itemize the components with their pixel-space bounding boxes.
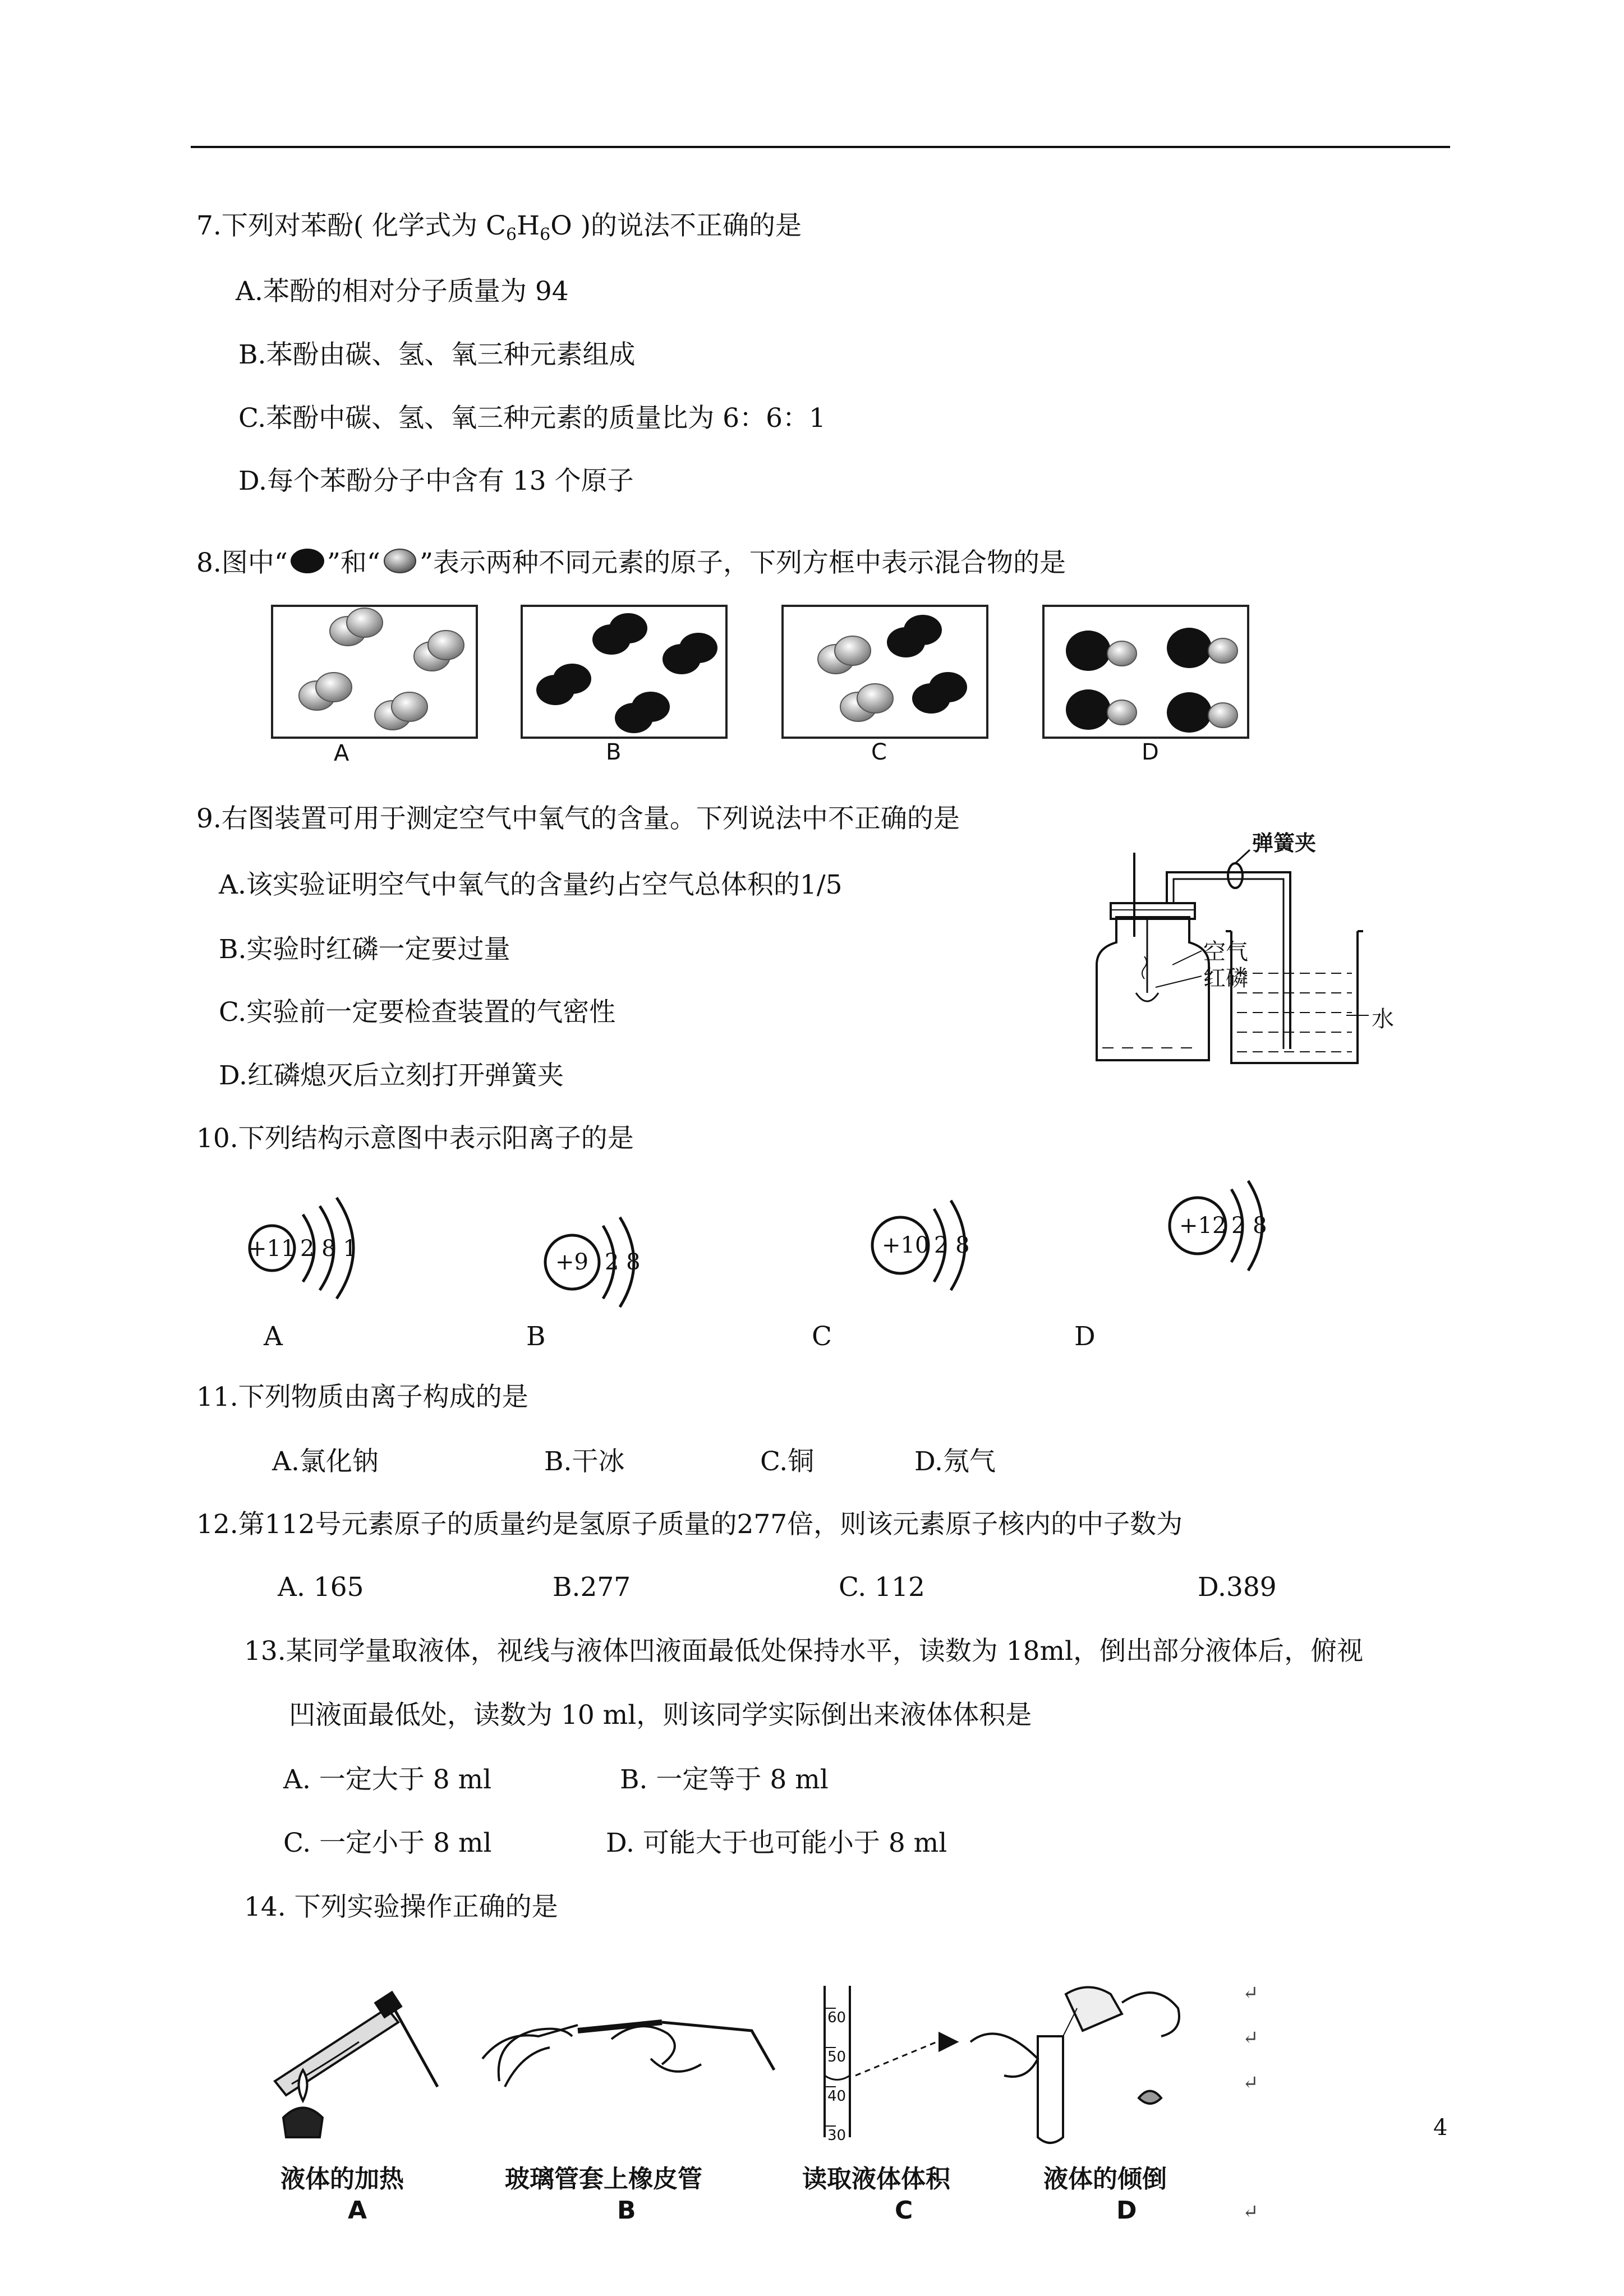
atom-label-a: A: [264, 1321, 283, 1352]
atom-a-electrons: 2 8 1: [300, 1236, 357, 1262]
q12-option-b: B.277: [553, 1572, 631, 1603]
q13-option-d: D. 可能大于也可能小于 8 ml: [606, 1828, 947, 1858]
q9-stem: 9.右图装置可用于测定空气中氧气的含量。下列说法中不正确的是: [196, 803, 960, 834]
letter-b: B: [617, 2196, 636, 2225]
black-atom-icon: [288, 547, 327, 575]
atom-c-nucleus: +10: [882, 1232, 930, 1258]
air-label: 空气: [1203, 939, 1248, 965]
caption-a: 液体的加热: [280, 2165, 404, 2193]
atom-label-c: C: [812, 1321, 832, 1352]
q9-option-d: D.红磷熄灭后立刻打开弹簧夹: [219, 1060, 564, 1091]
tick-30: 30: [827, 2127, 846, 2144]
q13-option-a: A. 一定大于 8 ml: [283, 1764, 492, 1795]
letter-d: D: [1116, 2196, 1137, 2225]
q7-option-b: B.苯酚由碳、氢、氧三种元素组成: [238, 339, 636, 370]
q10-stem: 10.下列结构示意图中表示阳离子的是: [196, 1123, 634, 1154]
letter-a: A: [348, 2196, 367, 2225]
tick-60: 60: [827, 2009, 846, 2026]
q13-option-c: C. 一定小于 8 ml: [283, 1828, 492, 1858]
q13-option-b: B. 一定等于 8 ml: [620, 1764, 829, 1795]
q8-label-c: C: [871, 739, 887, 765]
q7-option-a: A.苯酚的相对分子质量为 94: [236, 276, 569, 307]
atom-label-d: D: [1074, 1321, 1096, 1352]
letter-c: C: [895, 2196, 913, 2225]
q8-label-b: B: [606, 739, 622, 765]
q8-label-d: D: [1142, 739, 1159, 765]
q11-option-c: C.铜: [760, 1446, 815, 1477]
water-label: 水: [1372, 1006, 1394, 1032]
q7-option-d: D.每个苯酚分子中含有 13 个原子: [238, 466, 634, 496]
gray-atom-icon: [380, 547, 420, 575]
q11-option-d: D.氖气: [914, 1446, 996, 1477]
q8-label-a: A: [334, 740, 349, 766]
q11-option-a: A.氯化钠: [272, 1446, 379, 1477]
caption-b: 玻璃管套上橡皮管: [505, 2165, 702, 2193]
lab-operations-figure: [258, 1969, 1268, 2160]
red-phosphorus-label: 红磷: [1203, 965, 1248, 991]
tick-50: 50: [827, 2049, 846, 2065]
q13-stem-line1: 13.某同学量取液体，视线与液体凹液面最低处保持水平，读数为 18ml，倒出部分液体后，俯视: [244, 1636, 1364, 1667]
q12-option-a: A. 165: [278, 1572, 364, 1603]
q11-option-b: B.干冰: [544, 1446, 625, 1477]
q11-stem: 11.下列物质由离子构成的是: [196, 1382, 528, 1412]
spring-clip-label: 弹簧夹: [1252, 831, 1317, 855]
q9-option-c: C.实验前一定要检查装置的气密性: [219, 997, 616, 1028]
atom-b-electrons: 2 8: [605, 1249, 641, 1275]
caption-d: 液体的倾倒: [1043, 2165, 1167, 2193]
page-number: 4: [1433, 2115, 1448, 2141]
atom-c-electrons: 2 8: [934, 1232, 970, 1258]
atom-label-b: B: [526, 1321, 546, 1352]
q9-option-a: A.该实验证明空气中氧气的含量约占空气总体积的1/5: [219, 869, 843, 900]
q12-option-d: D.389: [1198, 1572, 1277, 1603]
q14-stem: 14. 下列实验操作正确的是: [244, 1892, 558, 1922]
q12-option-c: C. 112: [839, 1572, 925, 1603]
oxygen-apparatus-figure: [1083, 825, 1419, 1071]
atom-d-nucleus: +12: [1179, 1213, 1227, 1239]
q8-stem: 8.图中“ ”和“ ”表示两种不同元素的原子，下列方框中表示混合物的是: [196, 547, 1066, 578]
q12-stem: 12.第112号元素原子的质量约是氢原子质量的277倍，则该元素原子核内的中子数为: [196, 1509, 1183, 1540]
atom-a-nucleus: +11: [248, 1236, 296, 1262]
q7-option-c: C.苯酚中碳、氢、氧三种元素的质量比为 6：6：1: [238, 403, 826, 434]
tick-40: 40: [827, 2088, 846, 2105]
atom-b-nucleus: +9: [555, 1249, 588, 1275]
q8-molecule-figure: [264, 597, 1273, 777]
q9-option-b: B.实验时红磷一定要过量: [219, 934, 510, 965]
caption-c: 读取液体体积: [802, 2165, 950, 2193]
atom-d-electrons: 2 8: [1231, 1213, 1267, 1239]
q7-stem: 7.下列对苯酚( 化学式为 $C_6H_6O$ )的说法不正确的是: [196, 210, 802, 245]
header-rule: [191, 146, 1450, 148]
q13-stem-line2: 凹液面最低处，读数为 10 ml，则该同学实际倒出来液体体积是: [289, 1700, 1032, 1731]
